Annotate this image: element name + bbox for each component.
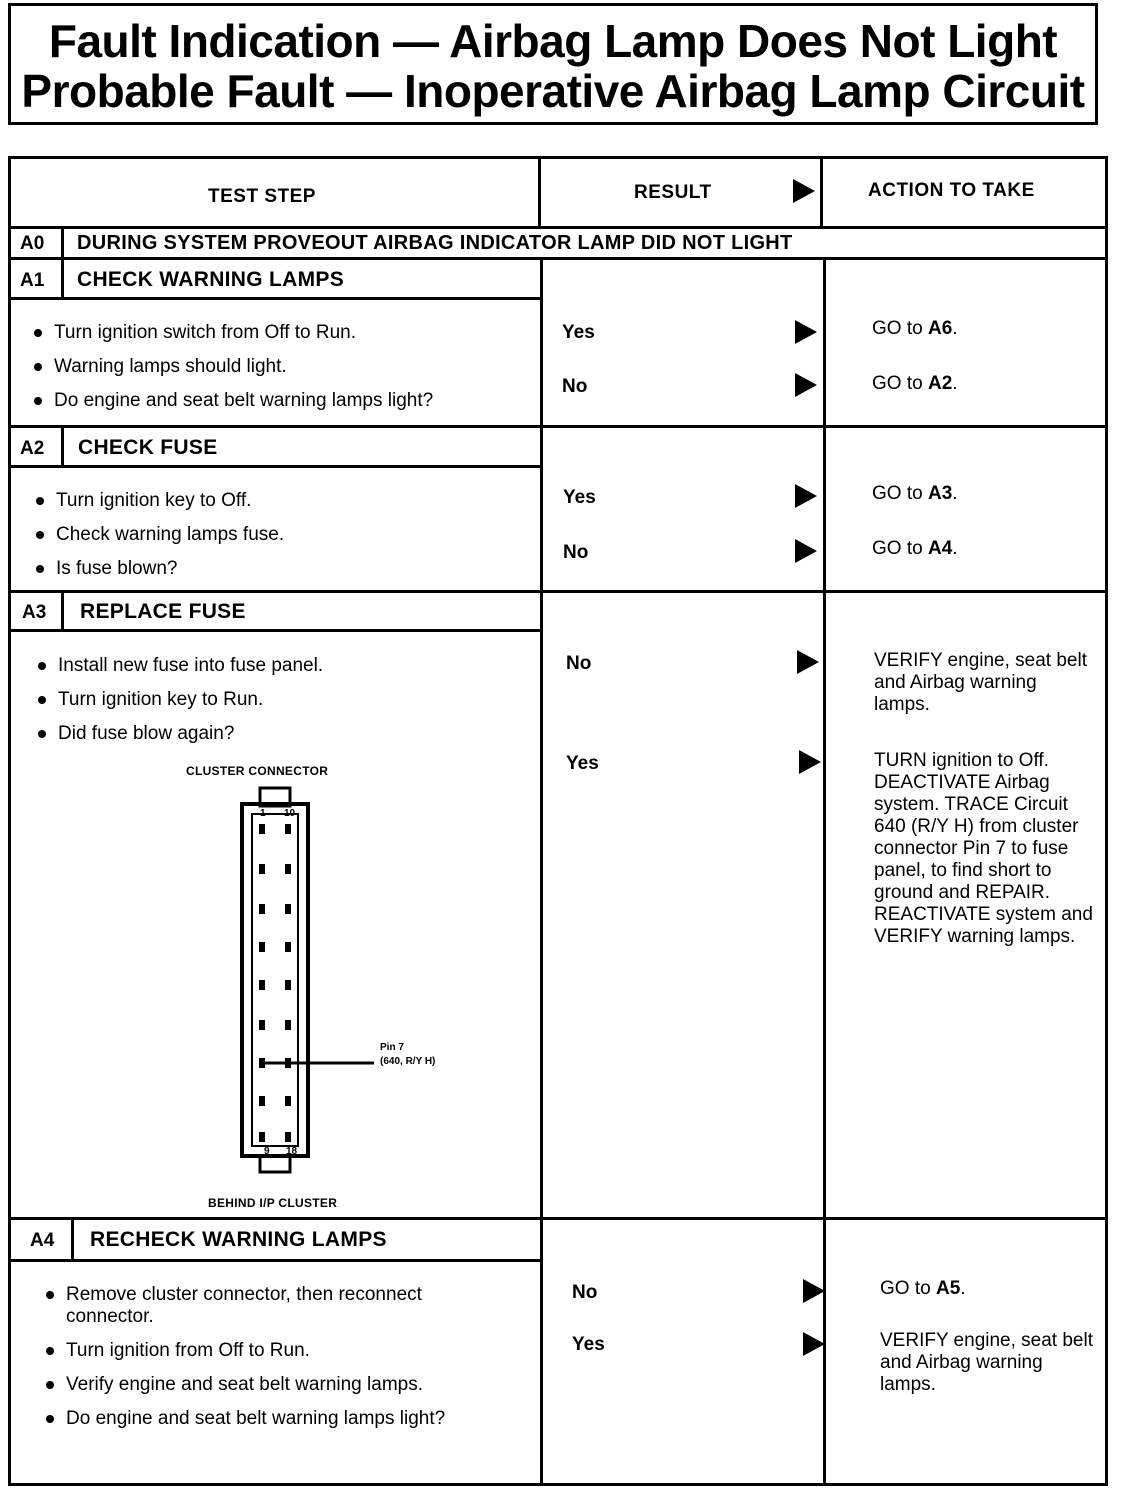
a4-code-sep [71, 1218, 74, 1260]
a1-no-arrow-icon [795, 373, 817, 397]
a2-no-arrow-icon [795, 539, 817, 563]
a0-separator [11, 257, 1105, 260]
a2-result-no: No [563, 542, 589, 563]
a4-title: RECHECK WARNING LAMPS [90, 1228, 387, 1251]
col-divider-1 [540, 259, 543, 1486]
a3-no-arrow-icon [797, 650, 819, 674]
title-probable-fault: Probable Fault — Inoperative Airbag Lamp Circuit [21, 65, 1085, 117]
header-arrow-icon [793, 179, 815, 203]
header-test-step: TEST STEP [208, 186, 316, 207]
a3-code: A3 [22, 602, 47, 623]
a3-result-yes: Yes [566, 753, 599, 774]
a2-title: CHECK FUSE [78, 436, 218, 459]
a1-action-yes: GO to A6. [872, 318, 958, 339]
a2-title-underline [11, 465, 541, 468]
pin7-callout-line1: Pin 7 [380, 1042, 404, 1053]
a1-code: A1 [20, 270, 45, 291]
a1-separator [11, 425, 1105, 428]
a2-code-sep [61, 426, 64, 466]
a4-bullet-2: Turn ignition from Off to Run. [44, 1340, 514, 1362]
a1-bullet-3: Do engine and seat belt warning lamps light? [32, 390, 522, 412]
col-divider-2-header [820, 159, 823, 227]
a1-result-yes: Yes [562, 322, 595, 343]
diagram-bottom-label: BEHIND I/P CLUSTER [208, 1196, 338, 1210]
a0-code: A0 [20, 233, 45, 254]
header-result: RESULT [634, 182, 712, 203]
pin-number-18: 18 [286, 1146, 298, 1157]
title-box [8, 3, 1098, 125]
a4-bullet-4: Do engine and seat belt warning lamps light? [44, 1408, 514, 1430]
cluster-connector-diagram [230, 782, 480, 1182]
a1-title-underline [11, 297, 541, 300]
a3-result-no: No [566, 653, 592, 674]
a3-action-yes: TURN ignition to Off. DEACTIVATE Airbag system. TRACE Circuit 640 (R/Y H) from cluster connector Pin 7 to fuse panel, to find short to ground and REPAIR. REACTIVATE system and VERIFY warning lamps. [874, 750, 1093, 947]
connector-pins [259, 824, 291, 1142]
a1-code-sep [61, 258, 64, 298]
a4-result-no: No [572, 1282, 598, 1303]
connector-inner [252, 814, 298, 1146]
a1-bullet-2: Warning lamps should light. [32, 356, 522, 378]
a4-action-yes: VERIFY engine, seat belt and Airbag warning lamps. [880, 1330, 1093, 1395]
a2-code: A2 [20, 438, 45, 459]
pin7-callout-line2: (640, R/Y H) [380, 1056, 436, 1067]
connector-bottom-tab [260, 1156, 290, 1172]
a4-result-yes: Yes [572, 1334, 605, 1355]
a4-bullets [44, 1284, 514, 1442]
a3-bullets [36, 655, 526, 757]
a3-code-sep [61, 591, 64, 630]
a4-action-no: GO to A5. [880, 1278, 966, 1299]
a4-no-arrow-icon [803, 1279, 825, 1303]
a2-result-yes: Yes [563, 487, 596, 508]
a3-title-underline [11, 629, 541, 632]
a0-title: DURING SYSTEM PROVEOUT AIRBAG INDICATOR LAMP DID NOT LIGHT [77, 232, 793, 254]
a1-yes-arrow-icon [795, 320, 817, 344]
a1-title: CHECK WARNING LAMPS [77, 268, 345, 291]
a3-bullet-3: Did fuse blow again? [36, 723, 526, 745]
a3-title: REPLACE FUSE [80, 600, 246, 623]
a4-title-underline [11, 1259, 541, 1262]
a4-bullet-1: Remove cluster connector, then reconnect connector. [44, 1284, 514, 1328]
a1-result-no: No [562, 376, 588, 397]
col-divider-1-header [538, 159, 541, 227]
pin-number-1: 1 [260, 808, 266, 819]
a1-action-no: GO to A2. [872, 373, 958, 394]
a1-bullets [32, 322, 522, 424]
header-separator [11, 226, 1105, 229]
a3-bullet-2: Turn ignition key to Run. [36, 689, 526, 711]
a3-separator [11, 1217, 1105, 1220]
a3-yes-arrow-icon [799, 750, 821, 774]
a4-bullet-3: Verify engine and seat belt warning lamps. [44, 1374, 514, 1396]
a1-bullet-1: Turn ignition switch from Off to Run. [32, 322, 522, 344]
header-action: ACTION TO TAKE [868, 180, 1035, 201]
a2-bullet-2: Check warning lamps fuse. [34, 524, 524, 546]
a3-action-no: VERIFY engine, seat belt and Airbag warning lamps. [874, 650, 1087, 715]
a3-bullet-1: Install new fuse into fuse panel. [36, 655, 526, 677]
a2-bullets [34, 490, 524, 592]
diagram-top-label: CLUSTER CONNECTOR [186, 764, 329, 778]
a2-bullet-1: Turn ignition key to Off. [34, 490, 524, 512]
title-fault-indication: Fault Indication — Airbag Lamp Does Not Light [48, 15, 1058, 67]
a2-yes-arrow-icon [795, 484, 817, 508]
pin-number-10: 10 [284, 808, 296, 819]
a2-action-no: GO to A4. [872, 538, 958, 559]
a4-code: A4 [30, 1230, 55, 1251]
a0-code-sep [61, 227, 64, 258]
a2-bullet-3: Is fuse blown? [34, 558, 524, 580]
a2-action-yes: GO to A3. [872, 483, 958, 504]
pin-number-9: 9 [264, 1146, 270, 1157]
a4-yes-arrow-icon [803, 1332, 825, 1356]
